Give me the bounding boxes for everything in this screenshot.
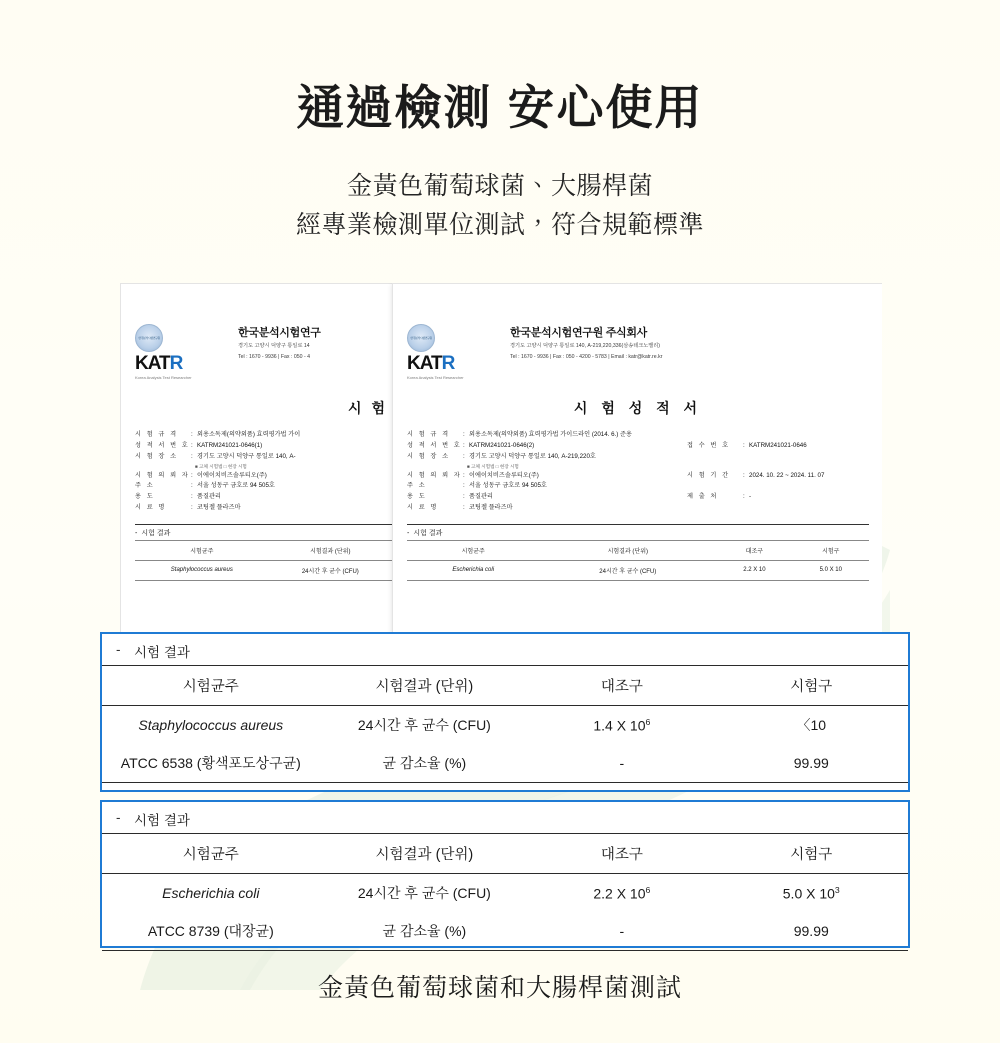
mini-table-header: 시험균주 xyxy=(407,540,539,560)
result-section-label xyxy=(102,634,908,665)
field-label: 시 험 규 격 xyxy=(135,431,179,438)
result-section-label-text: 시험 결과 xyxy=(134,645,190,660)
field-value: - xyxy=(749,493,752,501)
mini-table-cell: 5.0 X 10 xyxy=(793,560,869,580)
field-value: 경기도 고양시 덕양구 통일로 140, A- xyxy=(197,452,296,460)
field-label: 성 적 서 번 호 xyxy=(135,441,190,449)
certificate-stack xyxy=(120,283,882,633)
mini-table-header: 대조구 xyxy=(716,540,792,560)
certificate-right-section-label xyxy=(407,524,869,538)
field-value: KATRM241021-0646 xyxy=(749,441,807,449)
result-cell-test: 〈10 xyxy=(796,717,827,733)
field-label: 시 료 명 xyxy=(135,504,167,512)
field-label: 시 험 규 격 xyxy=(407,431,451,438)
page-subtitle xyxy=(0,167,1000,245)
katr-logo xyxy=(135,324,231,380)
certificate-right-org: 한국분석시험연구원 주식회사 xyxy=(510,327,647,339)
certificate-left-section-label xyxy=(135,524,392,538)
field-value: 품질관리 xyxy=(197,493,221,501)
result-section-label xyxy=(102,802,908,833)
certificate-left-header xyxy=(135,324,392,380)
result-cell-result: 24시간 후 균수 (CFU) xyxy=(357,717,491,733)
result-header-control: 대조구 xyxy=(529,666,714,706)
result-row-line2 xyxy=(102,744,908,783)
result-table-escherichia xyxy=(100,800,910,948)
mini-table-cell: 24시간 후 균수 (CFU) xyxy=(269,560,392,580)
result-header-strain: 시험균주 xyxy=(102,666,320,706)
result-header-result: 시험결과 (단위) xyxy=(320,666,530,706)
certificate-right xyxy=(392,283,882,633)
result-header-test: 시험구 xyxy=(715,666,908,706)
field-label: 시 험 의 뢰 자 xyxy=(135,471,190,479)
katr-logo-subtext: Korea Analysis Test Researcher xyxy=(407,375,464,380)
dash-mark: - xyxy=(116,642,121,657)
field-label: 주 소 xyxy=(135,482,155,490)
field-label: 성 적 서 번 호 xyxy=(407,441,462,449)
result-cell-result-sub: 균 감소율 (%) xyxy=(320,912,530,951)
result-cell-strain: Escherichia coli xyxy=(162,884,260,901)
result-table-staphylococcus xyxy=(100,632,910,792)
field-value: KATRM241021-0646(2) xyxy=(469,441,535,449)
certificate-left-address: 경기도 고양시 덕양구 통일로 14 xyxy=(238,343,310,349)
field-label: 접 수 번 호 xyxy=(687,441,731,449)
certificate-left-org: 한국분석시험연구 xyxy=(238,327,321,339)
katr-logo xyxy=(407,324,503,380)
control-value-exponent: 6 xyxy=(645,716,651,727)
katr-logo-subtext: Korea Analysis Test Researcher xyxy=(135,375,192,380)
field-value: KATRM241021-0646(1) xyxy=(197,441,263,449)
field-value: 품질관리 xyxy=(469,493,493,501)
result-table xyxy=(102,833,908,951)
field-label: 시 험 기 간 xyxy=(687,471,731,479)
result-cell-control-sub: - xyxy=(529,912,714,951)
certificate-right-doc-title: 시 험 성 적 서 xyxy=(573,400,703,416)
result-section-label-text: 시험 결과 xyxy=(134,813,190,828)
field-value: 경기도 고양시 덕양구 통일로 140, A-219,220호 xyxy=(469,452,596,460)
result-cell-strain-sub: ATCC 8739 (대장균) xyxy=(102,912,320,951)
katr-wordmark-part2: R xyxy=(169,353,183,374)
katr-wordmark-part1: KAT xyxy=(407,353,442,374)
test-value-exponent: 3 xyxy=(834,884,840,895)
result-header-strain: 시험균주 xyxy=(102,834,320,874)
page-title: 通過檢測 安心使用 xyxy=(296,81,704,135)
result-header-result: 시험결과 (단위) xyxy=(320,834,530,874)
certificate-right-mini-table xyxy=(407,540,869,581)
dash-mark: - xyxy=(135,529,138,537)
subtitle-line-1: 金黃色葡萄球菌、大腸桿菌 xyxy=(346,172,653,201)
result-row-line1 xyxy=(102,874,908,913)
mini-table-row xyxy=(135,560,392,580)
field-value: 서울 성동구 금호로 94 505호 xyxy=(469,482,547,490)
dash-mark: - xyxy=(116,810,121,825)
field-label: 시 험 장 소 xyxy=(407,452,451,460)
result-row-line2 xyxy=(102,912,908,951)
certificate-left xyxy=(120,283,410,633)
field-value: 외용소독제(의약외품) 효력평가법 가이드라인 (2014. 6.) 준용 xyxy=(469,431,632,438)
result-table xyxy=(102,665,908,783)
mini-table-cell: 2.2 X 10 xyxy=(716,560,792,580)
certificate-right-contact: Tel : 1670 - 9936 | Fax : 050 - 4200 - 5783 | Email : katr@katr.re.kr xyxy=(510,353,663,360)
control-value-base: 2.2 X 10 xyxy=(593,885,646,902)
certificate-left-doc-title: 시 험 xyxy=(348,400,388,416)
result-cell-control-sub: - xyxy=(529,744,714,783)
control-value-base: 1.4 X 10 xyxy=(593,717,646,734)
dash-mark: - xyxy=(407,529,410,537)
result-header-test: 시험구 xyxy=(715,834,908,874)
result-cell-control xyxy=(529,874,714,913)
result-cell-result: 24시간 후 균수 (CFU) xyxy=(357,885,491,901)
result-cell-test xyxy=(715,874,908,913)
certificate-right-note: ■ 고체 시험법 □ 현장 시험 xyxy=(467,463,519,469)
mini-table-header: 시험결과 (단위) xyxy=(269,540,392,560)
katr-seal-icon: 한국분석시험연구원 xyxy=(407,324,435,352)
result-cell-strain: Staphylococcus aureus xyxy=(138,716,284,733)
field-label: 시 험 장 소 xyxy=(135,452,179,460)
field-label: 용 도 xyxy=(135,493,155,501)
result-header-control: 대조구 xyxy=(529,834,714,874)
certificate-right-fields: 시 험 규 격 : 외용소독제(의약외품) 효력평가법 가이드라인 (2014. 6.) 준용 성 적 서 번 호 : KATRM241021-0646(2) 접 수 번 호 : KATRM241021-0646 시 험 장 소 : 경기도 고양시 덕양구 통일로 140, A-219,220호 ■ 고체 시험법 □ 현장 시험 시 험 의 뢰 자 : 이에이치비즈솔루티오(주) 시 험 기 간 : 2024. 10. 22 ~ 2024. 11. 07 주 소 : 서울 성동구 금호로 94 505호 용 도 : 품질관리 제 출 처 : - 시 료 명 : 코팅젤 플라즈마 xyxy=(407,430,869,514)
field-value: 서울 성동구 금호로 94 505호 xyxy=(197,482,275,490)
certificate-left-contact: Tel : 1670 - 9936 | Fax : 050 - 4 xyxy=(238,353,310,360)
field-value: 외용소독제(의약외품) 효력평가법 가이 xyxy=(197,431,301,438)
result-cell-result-sub: 균 감소율 (%) xyxy=(320,744,530,783)
field-value: 2024. 10. 22 ~ 2024. 11. 07 xyxy=(749,471,825,479)
mini-table-header: 시험균주 xyxy=(135,540,269,560)
result-cell-test-sub: 99.99 xyxy=(715,744,908,783)
page-caption: 金黃色葡萄球菌和大腸桿菌測試 xyxy=(317,974,682,1002)
certificate-left-note: ■ 고체 시험법 □ 현장 시험 xyxy=(195,463,247,469)
mini-table-header: 시험결과 (단위) xyxy=(539,540,716,560)
field-label: 제 출 처 xyxy=(687,493,719,501)
field-label: 시 료 명 xyxy=(407,504,439,512)
katr-wordmark-part1: KAT xyxy=(135,353,170,374)
field-label: 시 험 의 뢰 자 xyxy=(407,471,462,479)
katr-seal-icon: 한국분석시험연구원 xyxy=(135,324,163,352)
mini-table-header: 시험구 xyxy=(793,540,869,560)
result-cell-strain-sub: ATCC 6538 (황색포도상구균) xyxy=(102,744,320,783)
result-cell-test-sub: 99.99 xyxy=(715,912,908,951)
subtitle-line-2: 經專業檢測單位測試，符合規範標準 xyxy=(295,210,704,239)
certificate-right-address: 경기도 고양시 덕양구 통일로 140, A-219,220,336(삼송테크노밸리) xyxy=(510,343,661,349)
katr-wordmark xyxy=(135,354,231,373)
field-value: 코팅젤 플라즈마 xyxy=(469,504,513,512)
certificate-left-mini-table xyxy=(135,540,392,581)
field-value: 코팅젤 플라즈마 xyxy=(197,504,241,512)
result-cell-control xyxy=(529,706,714,745)
field-value: 이에이치비즈솔루티오(주) xyxy=(197,471,267,479)
field-label: 용 도 xyxy=(407,493,427,501)
certificate-right-header xyxy=(407,324,869,380)
control-value-exponent: 6 xyxy=(645,884,651,895)
mini-table-cell: Staphylococcus aureus xyxy=(135,560,269,580)
result-row-line1 xyxy=(102,706,908,745)
field-value: 이에이치비즈솔루티오(주) xyxy=(469,471,539,479)
mini-table-cell: 24시간 후 균수 (CFU) xyxy=(539,560,716,580)
section-label-text: 시험 결과 xyxy=(141,529,171,537)
field-label: 주 소 xyxy=(407,482,427,490)
test-value-base: 5.0 X 10 xyxy=(782,885,835,902)
katr-wordmark-part2: R xyxy=(441,353,455,374)
certificate-left-fields: 시 험 규 격 : 외용소독제(의약외품) 효력평가법 가이 성 적 서 번 호 : KATRM241021-0646(1) 시 험 장 소 : 경기도 고양시 덕양구 통일로 140, A- ■ 고체 시험법 □ 현장 시험 시 험 의 뢰 자 : 이에이치비즈솔루티오(주) 주 소 : 서울 성동구 금호로 94 505호 용 도 : 품질관리 시 료 명 : 코팅젤 플라즈마 xyxy=(135,430,392,514)
mini-table-row xyxy=(407,560,869,580)
mini-table-cell: Escherichia coli xyxy=(407,560,539,580)
katr-wordmark xyxy=(407,354,503,373)
section-label-text: 시험 결과 xyxy=(413,529,443,537)
